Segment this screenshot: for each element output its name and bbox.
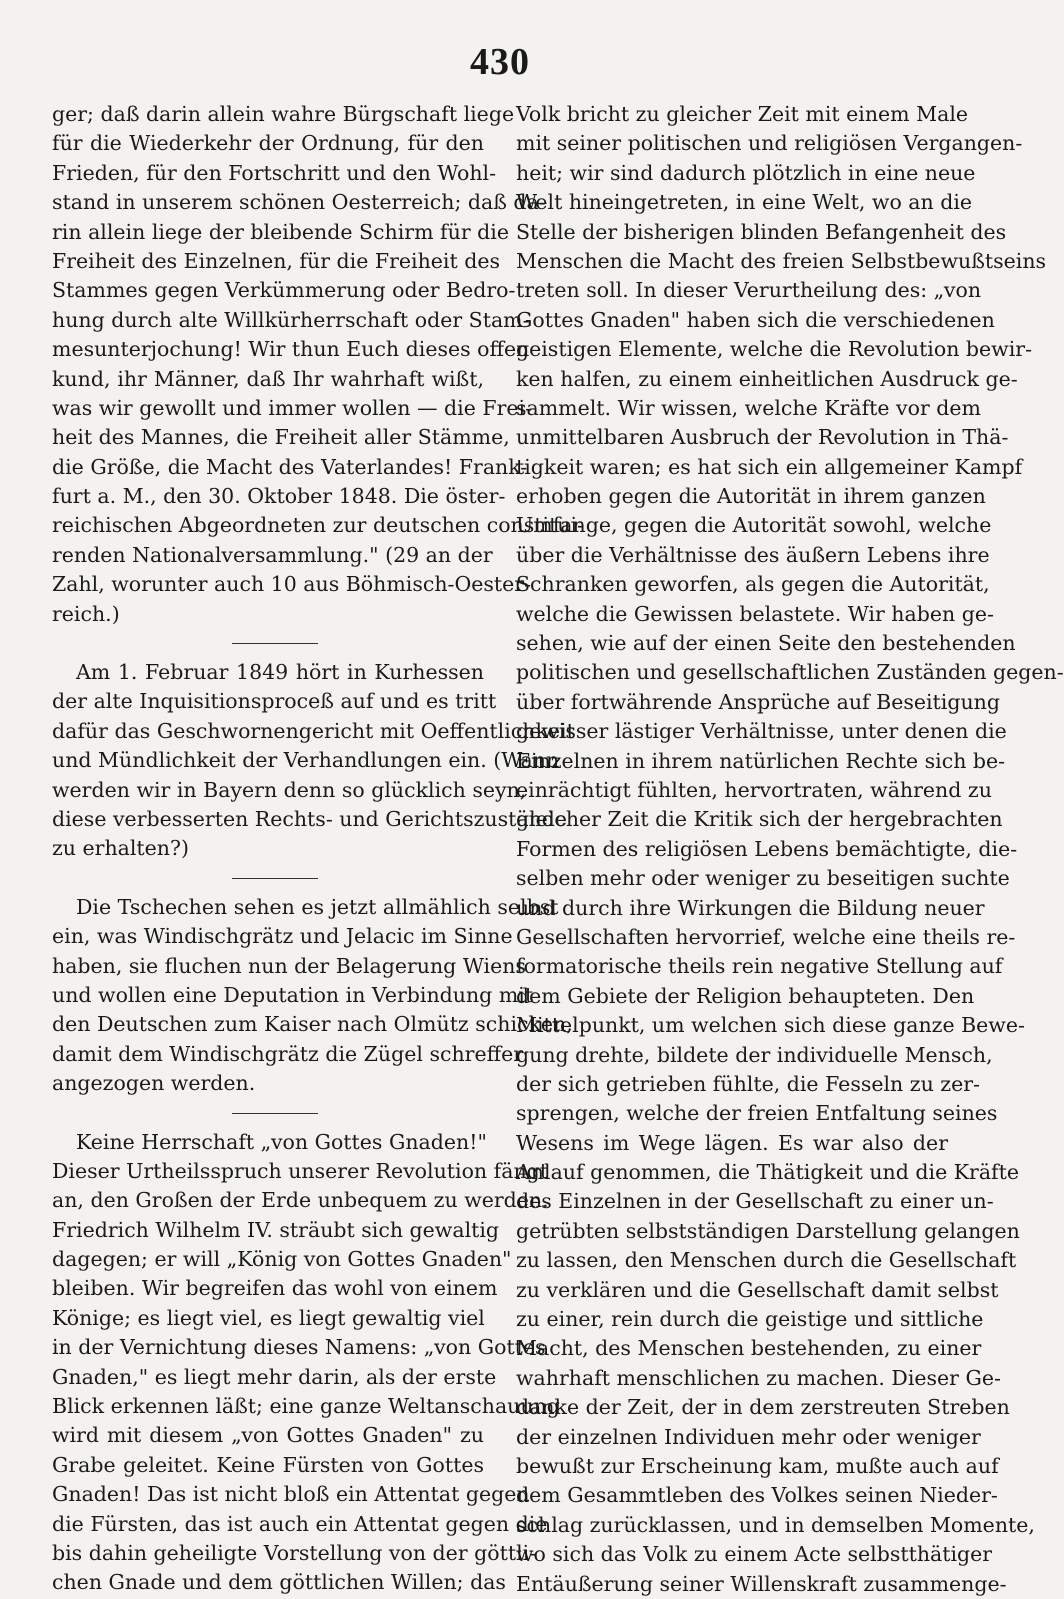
text-line: heit des Mannes, die Freiheit aller Stämme, (52, 425, 510, 450)
text-line: Volk bricht zu gleicher Zeit mit einem Male (516, 102, 969, 126)
text-line: Stammes gegen Verkümmerung oder Bedro- (52, 278, 516, 303)
text-line: treten soll. In dieser Verurtheilung des: „von (516, 278, 982, 303)
text-line: erhoben gegen die Autorität in ihrem ganzen (516, 484, 986, 509)
text-line: rin allein liege der bleibende Schirm für die (52, 219, 509, 244)
text-line: welche die Gewissen belastete. Wir haben ge- (516, 601, 994, 626)
text-line: gung drehte, bildete der individuelle Mensch, (516, 1042, 993, 1067)
text-line: an, den Großen der Erde unbequem zu werden. (52, 1188, 549, 1213)
text-line: Formen des religiösen Lebens bemächtigte, die- (516, 836, 1018, 861)
text-line: gewisser lästiger Verhältnisse, unter denen die (516, 719, 1007, 744)
text-line: mesunterjochung! Wir thun Euch dieses offen (52, 337, 530, 362)
text-line: Grabe geleitet. Keine Fürsten von Gottes (52, 1452, 484, 1477)
text-line: damit dem Windischgrätz die Zügel schreffer (52, 1041, 524, 1066)
text-line: renden Nationalversammlung." (29 an der (52, 542, 493, 567)
text-line: über fortwährende Ansprüche auf Beseitigung (516, 689, 1000, 714)
right-column (516, 100, 1064, 1599)
text-line: bewußt zur Erscheinung kam, mußte auch auf (516, 1453, 999, 1478)
text-line: und Mündlichkeit der Verhandlungen ein. (Wann (52, 748, 560, 773)
text-line: kund, ihr Männer, daß Ihr wahrhaft wißt, (52, 366, 484, 391)
text-line: diese verbesserten Rechts- und Gerichtszustände (52, 806, 568, 831)
text-line: sprengen, welche der freien Entfaltung seines (516, 1101, 998, 1126)
text-line: heit; wir sind dadurch plötzlich in eine neue (516, 160, 976, 185)
text-line: Zahl, worunter auch 10 aus Böhmisch-Oester- (52, 572, 532, 597)
text-line: was wir gewollt und immer wollen — die Frei- (52, 395, 532, 420)
text-line: dem Gebiete der Religion behaupteten. Den (516, 983, 975, 1008)
text-line: Frieden, für den Fortschritt und den Wohl- (52, 160, 497, 185)
text-line: stand in unserem schönen Oesterreich; daß da- (52, 190, 546, 215)
text-line: Einzelnen in ihrem natürlichen Rechte sich be- (516, 748, 1006, 773)
text-line: zu einer, rein durch die geistige und sittliche (516, 1307, 984, 1332)
text-line: Wesens im Wege lägen. Es war also der (516, 1130, 948, 1155)
text-line: Entäußerung seiner Willenskraft zusammenge- (516, 1571, 1007, 1596)
text-line: über die Verhältnisse des äußern Lebens ihre (516, 542, 990, 567)
text-line: Umfange, gegen die Autorität sowohl, welche (516, 513, 992, 538)
text-line: Die Tschechen sehen es jetzt allmählich selbst (76, 894, 559, 919)
text-line: sehen, wie auf der einen Seite den bestehenden (516, 631, 1016, 656)
text-line: zu verklären und die Gesellschaft damit selbst (516, 1277, 999, 1302)
text-line: werden wir in Bayern denn so glücklich seyn, (52, 777, 527, 802)
text-line: geistigen Elemente, welche die Revolution bewir- (516, 337, 1033, 362)
text-line: sammelt. Wir wissen, welche Kräfte vor dem (516, 395, 981, 420)
text-line: die Fürsten, das ist auch ein Attentat gegen die (52, 1511, 548, 1536)
text-line: wird mit diesem „von Gottes Gnaden" zu (52, 1423, 484, 1448)
section-divider (52, 629, 484, 658)
text-line: ken halfen, zu einem einheitlichen Ausdruck ge- (516, 366, 1018, 391)
text-line: bleiben. Wir begreifen das wohl von einem (52, 1276, 498, 1301)
text-line: dem Gesammtleben des Volkes seinen Nieder- (516, 1483, 998, 1508)
text-line: der sich getrieben fühlte, die Fesseln zu zer- (516, 1071, 980, 1096)
text-line: die Größe, die Macht des Vaterlandes! Frank- (52, 454, 528, 479)
text-line: Schranken geworfen, als gegen die Autorität, (516, 572, 990, 597)
text-line: der einzelnen Individuen mehr oder weniger (516, 1424, 981, 1449)
text-line: Macht, des Menschen bestehenden, zu einer (516, 1336, 982, 1361)
section-divider (52, 864, 484, 893)
text-line: ein, was Windischgrätz und Jelacic im Sinne (52, 924, 513, 949)
text-line: Gesellschaften hervorrief, welche eine theils re- (516, 924, 1016, 949)
text-line: wahrhaft menschlichen zu machen. Dieser Ge- (516, 1365, 1001, 1390)
text-line: Dieser Urtheilsspruch unserer Revolution fängt (52, 1158, 549, 1183)
text-line: mit seiner politischen und religiösen Vergangen- (516, 131, 1023, 156)
text-line: Gnaden! Das ist nicht bloß ein Attentat gegen (52, 1482, 530, 1507)
text-line: reich.) (52, 601, 120, 626)
text-line: Gottes Gnaden" haben sich die verschiedenen (516, 307, 995, 332)
text-line: haben, sie fluchen nun der Belagerung Wiens (52, 953, 526, 978)
text-line: und wollen eine Deputation in Verbindung mit (52, 982, 534, 1007)
text-line: getrübten selbstständigen Darstellung gelangen (516, 1218, 1020, 1243)
text-line: furt a. M., den 30. Oktober 1848. Die öster- (52, 484, 506, 509)
text-line: Blick erkennen läßt; eine ganze Weltanschauung (52, 1394, 560, 1419)
text-line: den Deutschen zum Kaiser nach Olmütz schicken, (52, 1012, 573, 1037)
text-line: Menschen die Macht des freien Selbstbewußtseins (516, 248, 1047, 273)
text-line: des Einzelnen in der Gesellschaft zu einer un- (516, 1189, 994, 1214)
text-line: schlag zurücklassen, und in demselben Momente, (516, 1512, 1035, 1537)
text-line: Anlauf genommen, die Thätigkeit und die Kräfte (516, 1160, 1020, 1185)
text-line: für die Wiederkehr der Ordnung, für den (52, 131, 484, 156)
text-line: zu erhalten?) (52, 836, 189, 861)
text-line: formatorische theils rein negative Stellung auf (516, 954, 1003, 979)
text-line: zu lassen, den Menschen durch die Gesellschaft (516, 1248, 1017, 1273)
text-line: angezogen werden. (52, 1071, 256, 1096)
text-line: dafür das Geschwornengericht mit Oeffentlichkeit (52, 718, 575, 743)
text-line: Keine Herrschaft „von Gottes Gnaden!" (76, 1129, 487, 1154)
text-line: unmittelbaren Ausbruch der Revolution in Thä- (516, 425, 1009, 450)
text-line: in der Vernichtung dieses Namens: „von Gottes (52, 1335, 546, 1360)
text-line: Stelle der bisherigen blinden Befangenheit des (516, 219, 1007, 244)
text-line: tigkeit waren; es hat sich ein allgemeiner Kampf (516, 454, 1023, 479)
text-line: Am 1. Februar 1849 hört in Kurhessen (76, 660, 484, 685)
text-line: dagegen; er will „König von Gottes Gnaden" (52, 1247, 512, 1272)
text-line: bis dahin geheiligte Vorstellung von der göttli- (52, 1540, 537, 1565)
text-line: reichischen Abgeordneten zur deutschen constitui- (52, 513, 584, 538)
text-line: wo sich das Volk zu einem Acte selbstthätiger (516, 1542, 993, 1567)
text-line: danke der Zeit, der in dem zerstreuten Streben (516, 1395, 1010, 1420)
text-line: Friedrich Wilhelm IV. sträubt sich gewaltig (52, 1217, 500, 1242)
left-column (52, 100, 584, 1598)
page-number: 430 (470, 41, 530, 83)
text-line: Gnaden," es liegt mehr darin, als der erste (52, 1364, 497, 1389)
text-line: und durch ihre Wirkungen die Bildung neuer (516, 895, 985, 920)
text-line: chen Gnade und dem göttlichen Willen; das (52, 1570, 506, 1595)
text-line: Freiheit des Einzelnen, für die Freiheit des (52, 248, 500, 273)
text-line: einrächtigt fühlten, hervortraten, während zu (516, 777, 992, 802)
section-divider (52, 1099, 484, 1128)
text-line: Welt hineingetreten, in eine Welt, wo an die (516, 190, 973, 215)
text-line: Könige; es liegt viel, es liegt gewaltig viel (52, 1305, 485, 1330)
text-line: der alte Inquisitionsproceß auf und es tritt (52, 689, 497, 714)
text-line: ger; daß darin allein wahre Bürgschaft liege (52, 102, 515, 126)
text-line: Mittelpunkt, um welchen sich diese ganze Bewe- (516, 1013, 1025, 1038)
text-line: politischen und gesellschaftlichen Zuständen gegen- (516, 660, 1064, 685)
text-line: hung durch alte Willkürherrschaft oder Stam- (52, 307, 530, 332)
text-line: selben mehr oder weniger zu beseitigen suchte (516, 866, 1010, 891)
text-line: gleicher Zeit die Kritik sich der hergebrachten (516, 807, 1003, 832)
